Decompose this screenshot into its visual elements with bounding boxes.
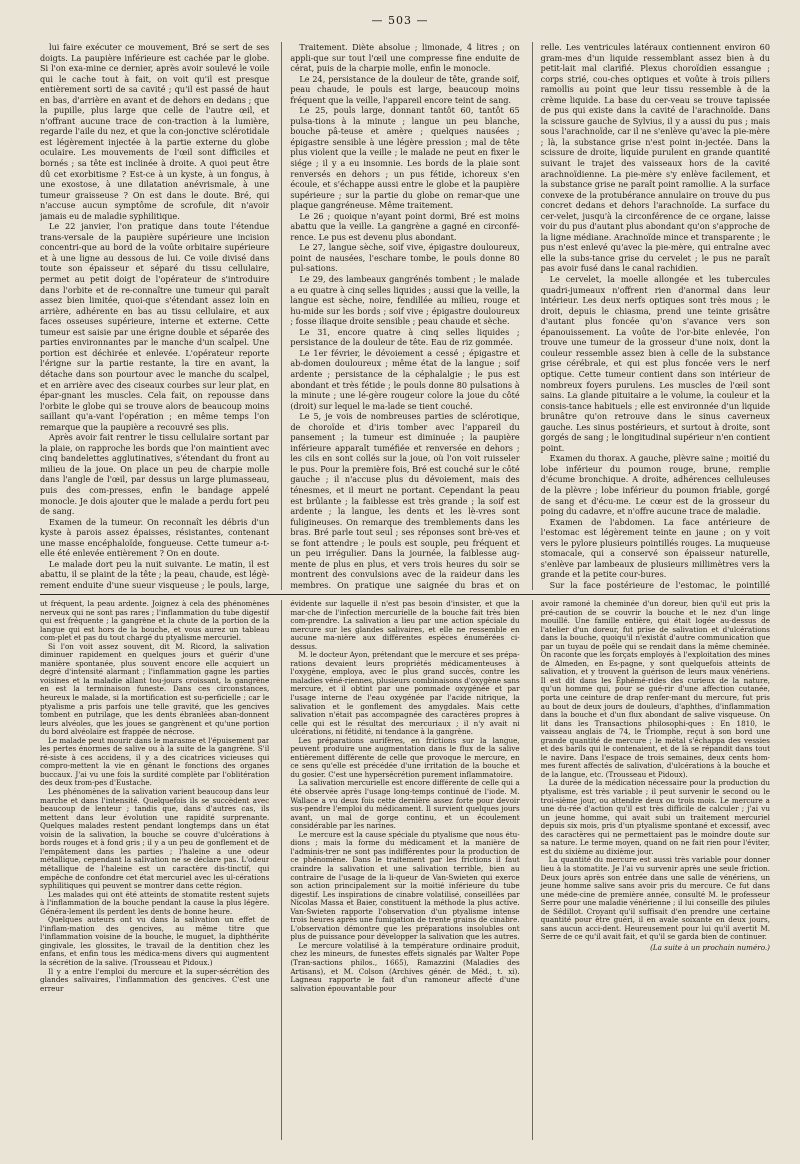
paragraph: Examen de la tumeur. On reconnaît les débris d'un kyste à parois assez épaisses, résistantes, contenant une masse encéphaloïde, fongueuse. Cette tumeur a-t-elle été enlevée entièrement ? On en doute.	[40, 516, 270, 559]
upper-column-1	[40, 42, 269, 590]
paragraph: Il y a entre l'emploi du mercure et la super-sécrétion des glandes salivaires, l'inflammation des gencives. C'est une erreur	[40, 966, 270, 993]
paragraph: M. le docteur Ayon, prétendant que le mercure et ses prépa-rations devaient leurs propriétés médicamenteuses à l'oxygène, employa, avec le plus grand succès, contre les maladies véné-riennes, plusieurs combinaisons d'oxygène sans mercure, et il obtint par une pommade oxygénée et par l'usage interne de l'eau oxygénée par l'acide nitrique, la salivation et le gonflement des amygdales. Mais cette salivation n'était pas accompagnée des caractères propres à celle qui est le résultat des mercuriaux ; il n'y avait ni ulcérations, ni fétidité, ni tendance à la gangrène.	[290, 650, 520, 737]
paragraph: Les préparations aurifères, en frictions sur la langue, peuvent produire une augmentation dans le flux de la salive entièrement différente de celle que provoque le mercure, en ce sens qu'elle est précédée d'une irritation de la bouche et du gosier. C'est une hypersécrétion purement inflammatoire.	[290, 735, 520, 779]
paragraph: Traitement. Diète absolue ; limonade, 4 litres ; on appli-que sur tout l'œil une compresse fine enduite de cérat, puis de la charpie molle, enfin le monocle.	[290, 42, 520, 74]
paragraph: La salivation mercurielle est encore différente de celle qui a été observée après l'usage long-temps continué de l'iode. M. Wallace a vu deux fois cette dernière assez forte pour devoir sus-pendre l'emploi du médicament. Il survient quelques jours avant, un mal de gorge continu, et un écoulement considérable par les narines.	[290, 778, 520, 831]
paragraph: Le 5, je vois de nombreuses parties de sclérotique, de choroïde et d'iris tomber avec l'appareil du pansement ; la tumeur est diminuée ; la paupière inférieure apparaît tuméfiée et renversée en dehors ; les cils en sont collés sur la joue, où l'on voit ruisseler le pus. Pour la première fois, Bré est couché sur le côté gauche ; il n'accuse plus du dévoiement, mais des ténesmes, et il meurt ne portant. Cependant la peau est brûlante ; la faiblesse est très grande ; la soif est ardente ; la langue, les dents et les lè-vres sont fuligineuses. On remarque des tremblements dans les bras. Bré parle tout seul ; ses réponses sont brè-ves et se font attendre ; le pouls est souple, peu fréquent et un peu irrégulier. Dans la journée, la faiblesse aug-mente de plus en plus, et vers trois heures du soir se montrent des convulsions avec de la raideur dans les membres. On pratique une saignée du bras et on	[290, 411, 520, 590]
paragraph: ut fréquent, la peau ardente. Joignez à cela des phénomènes nerveux qui ne sont pas rares ; l'inflammation du tube digestif qui est fréquente ; la gangrène et la chute de la portion de la langue qui est hors de la bouche, et vous aurez un tableau com-plet et pas du tout chargé du ptyalisme mercuriel.	[40, 600, 270, 643]
continuation-note: (La suite à un prochain numéro.)	[650, 942, 770, 952]
paragraph: Le 29, des lambeaux gangrénés tombent ; le malade a eu quatre à cinq selles liquides ; aussi que la veille, la langue est sèche, noire, fendillée au milieu, rouge et hu-mide sur les bords ; soif vive ; épigastre douloureux ; fosse iliaque droite sensible ; peau chaude et sèche.	[290, 274, 520, 327]
lower-column-3	[532, 600, 770, 1140]
page-number: — 503 —	[371, 14, 429, 27]
paragraph: évidente sur laquelle il n'est pas besoin d'insister, et que la mar-che de l'infection mercurielle de la bouche fait très bien com-prendre. La salivation a lieu par une action spéciale du mercure sur les glandes salivaires, et elle ne ressemble en aucune ma-nière aux différentes espèces énumérées ci-dessus.	[290, 600, 520, 651]
paragraph: Le malade peut mourir dans le marasme et l'épuisement par les pertes énormes de salive ou à la suite de la gangrène. S'il ré-siste à ces accidens, il y a des cicatrices vicieuses qui compro-mettent la vie en gênant le fonctions des organes buccaux. J'ai vu une fois la surdité complète par l'oblitération des deux trom-pes d'Eustache.	[40, 735, 270, 788]
paragraph: Le 26 ; quoique n'ayant point dormi, Bré est moins abattu que la veille. La gangrène a gagné en circonfé-rence. Le pus est devenu plus abondant.	[290, 210, 520, 242]
paragraph: Le 1er février, le dévoiement a cessé ; épigastre et ab-domen douloureux ; même état de la langue ; soif ardente ; persistance de la céphalalgie ; le pus est abondant et très fétide ; le pouls donne 80 pulsations à la minute ; une lé-gère rougeur colore la joue du côté (droit) sur lequel le ma-lade se tient couché.	[290, 347, 520, 411]
paragraph: avoir ramoné la cheminée d'un doreur, bien qu'il eut pris la pré-caution de se couvrir la bouche et le nez d'un linge mouillé. Une famille entière, qui était logée au-dessus de l'atelier d'un doreur, fut prise de salivation et d'ulcérations dans la bouche, quoiqu'il n'existât d'autre communication que par un tuyau de poêle qui se rendait dans la même cheminée. On raconte que les forçats employés à l'exploitation des mines de Almeden, en Es-pagne, y sont quelquefois atteints de salivation, et y trouvent la guérison de leurs maux vénériens. Il est dit dans les Éphémé-rides des curieux de la nature, qu'un homme qui, pour se gué-rir d'une affection cutanée, porta une ceinture de drap renfer-mant du mercure, fut pris au bout de deux jours de douleurs, d'aphthes, d'inflammation dans la bouche et d'un flux abondant de salive visqueuse. On lit dans les Transactions philosophi-ques : En 1810, le vaisseau anglais de 74, le Triomphe, reçut à son bord une grande quantité de mercure ; le métal s'échappa des vessies et des barils qui le contenaient, et de là se répandit dans tout le navire. Dans l'espace de trois semaines, deux cents hom-mes furent affectés de salivation, d'ulcérations à la bouche et de la langue, etc. (Trousseau et Pidoux).	[540, 600, 770, 779]
paragraph: Examen du thorax. A gauche, plèvre saine ; moitié du lobe inférieur du poumon rouge, brune, remplie d'écume bronchique. A droite, adhérences celluleuses de la plèvre ; lobe inférieur du poumon friable, gorgé de sang et d'écu-me. Le cœur est de la grosseur du poing du cadavre, et n'offre aucune trace de maladie.	[540, 453, 770, 517]
upper-column-2	[281, 42, 519, 590]
paragraph: Le 31, encore quatre à cinq selles liquides ; persistance de la douleur de tête. Eau de riz gommée.	[290, 326, 520, 348]
paragraph: Les malades qui ont été atteints de stomatite restent sujets à l'inflammation de la bouche pendant la cause la plus légère. Généra-lement ils perdent les dents de bonne heure.	[40, 889, 270, 916]
paragraph: relle. Les ventricules latéraux contiennent environ 60 gram-mes d'un liquide ressemblant assez bien à du petit-lait mal clarifié. Plexus choroïdien essangue ; corps strié, cou-ches optiques et voûte à trois piliers ramollis au point que leur tissu ressemble à de la crème liquide. La base du cer-veau se trouve tapissée de pus qui existe dans la cavité de l'arachnoïde. Dans la scissure gauche de Sylvius, il y a aussi du pus ; mais sous l'arachnoïde, car il ne s'enlève qu'avec la pie-mère ; là, la substance grise n'est point in-jectée. Dans la scissure de droite, liquide purulent en grande quantité suivant le trajet des vaisseaux hors de la cavité arachnoïdienne. La pie-mère s'y enlève facilement, et la substance grise ne paraît point ramollie. A la surface convexe de la protubérance annulaire on trouve du pus concret dedans et dehors l'arachnoïde. La surface du cer-velet, jusqu'à la circonférence de ce organe, laisse voir du pus d'autant plus abondant qu'on s'approche de la ligne médiane. Arachnoïde mince et transparente ; le pus n'est enlevé qu'avec la pie-mère, qui entraîne avec elle la subs-tance grise du cervelet ; le pus ne paraît pas avoir fusé dans le canal rachidien.	[540, 42, 770, 274]
upper-columns	[40, 42, 770, 590]
lower-columns	[40, 600, 770, 1140]
paragraph: Après avoir fait rentrer le tissu cellulaire sortant par la plaie, on rapproche les bords que l'on maintient avec cinq bandelettes agglutinatives, s'étendant du front au milieu de la joue. On place un peu de charpie molle dans l'angle de l'œil, par dessus un large plumasseau, puis des com-presses, enfin le bandage appelé monocle. Je dois ajouter que le malade a perdu fort peu de sang.	[40, 432, 270, 517]
paragraph: Si l'on voit assez souvent, dit M. Ricord, la salivation diminuer rapidement en quelques jours et guérir d'une manière spontanée, plus souvent encore elle acquiert un degré d'intensité alarmant ; l'inflammation gagne les parties voisines et la maladie allant tou-jours croissant, la gangrène en est la terminaison funeste. Dans ces circonstances, heureux le malade, si la mortification est su-perficielle ; car le ptyalisme a pris parfois une telle gravité, que les gencives tombent en putrilage, que les dents ébranlées aban-donnent leurs alvéoles, que les joues se gangrènent et qu'une portion du bord alvéolaire est frappée de nécrose.	[40, 641, 270, 737]
paragraph: Le mercure volatilisé à la température ordinaire produit, chez les mineurs, de funestes effets signalés par Walter Pope (Tran-sactions philos., 1665), Ramazzini (Maladies des Artisans), et M. Colson (Archives génér. de Méd., t. xi). Lagneau rapporte le fait d'un ramoneur affecté d'une salivation épouvantable pour	[290, 940, 520, 993]
paragraph: La quantité du mercure est aussi très variable pour donner lieu à la stomatite. Je l'ai vu survenir après une seule friction. Deux jours après son entrée dans une salle de vénériens, un jeune homme salive sans avoir pris du mercure. Ce fut dans une méde-cine de première année, consulté M. le professeur Serre pour une maladie vénérienne ; il lui conseille des pilules de Sédillot. Croyant qu'il suffisait d'en prendre une certaine quantité pour être guéri, il en avale soixante en deux jours, sans aucun acci-dent. Heureusement pour lui qu'il avertit M. Serre de ce qu'il avait fait, et qu'il se garda bien de continuer.	[540, 855, 770, 942]
paragraph: lui faire exécuter ce mouvement, Bré se sert de ses doigts. La paupière inférieure est cachée par le globe. Si l'on exa-mine ce dernier, après avoir soulevé le voile qui le cache tout à fait, on voit qu'il est presque entièrement sorti de sa cavité ; qu'il est passé de haut en bas, d'arrière en avant et de dehors en dedans ; que la pupille, plus large que celle de l'autre œil, et n'offrant aucune trace de con-traction à la lumière, regarde l'aile du nez, et que la con-jonctive sclérotidale est légèrement injectée à la partie externe du globe oculaire. Les mouvements de l'œil sont difficiles et bornés ; sa tête est inclinée à droite. A quoi peut être dû cet exorbitisme ? Est-ce à un kyste, à un fongus, à une exostose, à une dilatation anévrismale, à une tumeur graisseuse ? On est dans le doute. Bré, qui n'accuse aucun symptôme de scrofule, dit n'avoir jamais eu de maladie syphilitique.	[40, 42, 270, 221]
paragraph: Examen de l'abdomen. La face antérieure de l'estomac est légèrement teinte en jaune ; on y voit vers le pylore plusieurs pointillés rouges. La muqueuse stomacale, qui a conservé son épaisseur naturelle, s'enlève par lambeaux de plusieurs millimètres vers la grande et la petite cour-bures.	[540, 516, 770, 580]
paragraph: Le 27, langue sèche, soif vive, épigastre douloureux, point de nausées, l'eschare tombe, le pouls donne 80 pul-sations.	[290, 242, 520, 274]
lower-column-2	[281, 600, 519, 1140]
paragraph: Le malade dort peu la nuit suivante. Le matin, il est abattu, il se plaint de la tête ; la peau, chaude, est légè-rement enduite d'une sueur visqueuse ; le pouls, large,	[40, 558, 270, 590]
lower-column-1	[40, 600, 269, 1140]
upper-column-3	[532, 42, 770, 590]
paragraph: Le 25, pouls large, donnant tantôt 60, tantôt 65 pulsa-tions à la minute ; langue un peu blanche, bouche pâ-teuse et amère ; quelques nausées ; épigastre sensible à une légère pression ; mal de tête plus violent que la veille ; le malade ne peut en fixer le siége ; il y a eu insomnie. Les bords de la plaie sont renversés en dehors ; un pus fétide, ichoreux s'en écoule, et s'échappe aussi entre le globe et la paupière supérieure ; sur la partie du globe on remar-que une plaque gangréneuse. Même traitement.	[290, 105, 520, 211]
paragraph: Le mercure est la cause spéciale du ptyalisme que nous étu-dions ; mais la forme du médicament et la manière de l'adminis-trer ne sont pas indifférentes pour la production de ce phénomène. Dans le traitement par les frictions il faut craindre la salivation et une salivation terrible, bien au contraire de l'usage de la li-queur de Van-Swieten qui exerce son action principalement sur la moitié inférieure du tube digestif. Les inspirations de cinabre volatilisé, conseillées par Nicolas Massa et Baier, constituent la méthode la plus active. Van-Swieten rapporte l'observation d'un ptyalisme intense trois heures après une fumigation de trente grains de cinabre. L'observation démontre que les préparations insolubles ont plus de puissance pour développer la salivation que les autres.	[290, 829, 520, 942]
section-divider	[40, 594, 770, 595]
paragraph: Quelques auteurs ont vu dans la salivation un effet de l'inflam-mation des gencives, au même titre que l'inflammation voisine de la bouche, le muguet, la diphthérite gingivale, les glossites, le travail de la dentition chez les enfans, et enfin tous les médica-mens divers qui augmentent la sécrétion de la salive. (Trousseau et Pidoux.)	[40, 915, 270, 967]
paragraph: La durée de la médication nécessaire pour la production du ptyalisme, est très variable ; il peut survenir le second ou le troi-sième jour, ou attendre deux ou trois mois. Le mercure a une du-rée d'action qu'il est très difficile de calculer ; j'ai vu un jeune homme, qui avait subi un traitement mercuriel depuis six mois, pris d'un ptyalisme spontané et excessif, avec des caractères qui ne permettaient pas le moindre doute sur sa nature. Le terme moyen, quand on ne fait rien pour l'éviter, est du sixième au dixième jour.	[540, 778, 770, 856]
paragraph: Sur la face postérieure de l'estomac, le pointillé	[549, 579, 770, 590]
paragraph: Le cervelet, la moelle allongée et les tubercules quadri-jumeaux n'offrent rien d'anormal dans leur intérieur. Les deux nerfs optiques sont très mous ; le droit, depuis le chiasma, prend une teinte grisâtre d'autant plus foncée qu'on s'avance vers son épanouissement. La voûte de l'or-bite enlevée, l'on trouve une tumeur de la grosseur d'une noix, dont la couleur ressemble assez bien à celle de la substance grise cérébrale, et qui est plus foncée vers le nerf optique. Cette tumeur contient dans son intérieur de nombreux foyers purulens. Les muscles de l'œil sont sains. La glande pituitaire a le volume, la couleur et la consis-tance habituels ; elle est environnée d'un liquide brunâtre qu'on retrouve dans le sinus caverneux gauche. Les sinus postérieurs, et surtout à droite, sont gorgés de sang ; le longitudinal supérieur n'en contient point.	[540, 274, 770, 453]
paragraph: Les phénomènes de la salivation varient beaucoup dans leur marche et dans l'intensité. Quelquefois ils se succèdent avec beaucoup de lenteur ; tandis que, dans d'autres cas, ils mettent dans leur évolution une rapidité surprenante. Quelques malades restent pendant longtemps dans un état voisin de la salivation, la bouche se couvre d'ulcérations à bords rouges et à fond gris ; il y a un peu de gonflement et de l'empâtement dans les parties ; l'haleine a une odeur métallique, cependant la salivation ne se déclare pas. L'odeur métallique de l'haleine est un caractère dis-tinctif, qui empêche de confondre cet état mercuriel avec les ul-cérations syphilitiques qui peuvent se montrer dans cette région.	[40, 787, 270, 891]
paragraph: Le 24, persistance de la douleur de tête, grande soif, peau chaude, le pouls est large, beaucoup moins fréquent que la veille, l'appareil encore teint de sang.	[290, 73, 520, 105]
paragraph: Le 22 janvier, l'on pratique dans toute l'étendue trans-versale de la paupière supérieure une incision concentri-que au bord de la voûte orbitaire supérieure et à une ligne au dessous de lui. Ce voile divisé dans toute son épaisseur et séparé du tissu cellulaire, permet au petit doigt de l'opérateur de s'introduire dans l'orbite et de re-connaître une tumeur qui paraît assez bien limitée, quoi-que s'étendant assez loin en arrière, adhérente en bas au tissu cellulaire, et aux faces osseuses supérieure, interne et externe. Cette tumeur est saisie par une érigne double et séparée des parties environnantes par le manche d'un scalpel. Une portion est déchirée et enlevée. L'opérateur reporte l'érigne sur la partie restante, la tire en avant, la détache dans son pourtour avec le manche du scalpel, et en arrière avec des ciseaux courbes sur leur plat, en épar-gnant les muscles. Cela fait, on repousse dans l'orbite le globe qui se trouve alors de beaucoup moins saillant qu'a-vant l'opération ; en même temps l'on remarque que la paupière a recouvré ses plis.	[40, 221, 270, 432]
